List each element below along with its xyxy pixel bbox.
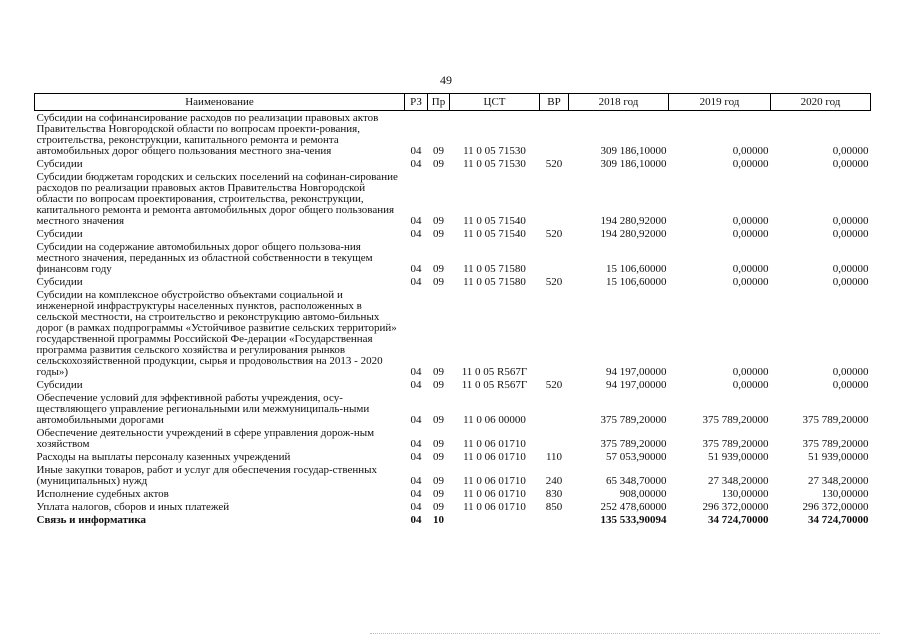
- row-cst-cell: 11 0 05 71580: [463, 263, 526, 275]
- header-2020: 2020 год: [771, 94, 871, 111]
- row-2018-cell: 65 348,70000: [606, 475, 667, 487]
- row-2020-cell: 0,00000: [832, 158, 869, 170]
- row-pr-cell: 09: [433, 158, 444, 170]
- row-2019-cell: 0,00000: [732, 145, 769, 157]
- row-rz-cell: 04: [410, 488, 422, 500]
- table-row: [35, 378, 871, 391]
- row-pr-cell: 09: [433, 501, 444, 513]
- row-pr-cell: 09: [433, 379, 444, 391]
- row-cst-cell: 11 0 05 R567Г: [461, 379, 528, 391]
- header-2018: 2018 год: [569, 94, 669, 111]
- row-name-cell: Иные закупки товаров, работ и услуг для обеспечения государ-ственных (муниципальных) нужд: [36, 464, 378, 487]
- row-vr-cell: 520: [545, 228, 563, 240]
- row-cst-cell: 11 0 05 R567Г: [461, 366, 528, 378]
- row-cst-cell: 11 0 06 01710: [463, 451, 526, 463]
- row-2018-cell: 15 106,60000: [606, 276, 667, 288]
- row-pr-cell: 09: [433, 438, 444, 450]
- row-pr-cell: 09: [433, 263, 444, 275]
- header-pr: Пр: [428, 94, 450, 111]
- row-rz-cell: 04: [410, 145, 422, 157]
- row-2019-cell: 0,00000: [732, 379, 769, 391]
- table-row: [35, 240, 871, 275]
- header-vr: ВР: [540, 94, 569, 111]
- row-rz-cell: 04: [410, 501, 422, 513]
- row-vr-cell: [540, 170, 569, 227]
- row-cst-cell: 11 0 06 00000: [463, 414, 526, 426]
- row-vr-cell: [540, 288, 569, 378]
- row-2019-cell: 375 789,20000: [702, 438, 769, 450]
- row-pr-cell: 09: [433, 145, 444, 157]
- row-vr-cell: 830: [545, 488, 563, 500]
- row-2019-cell: 51 939,00000: [708, 451, 769, 463]
- row-2020-cell: 34 724,70000: [808, 514, 869, 526]
- row-name-cell: Субсидии: [36, 228, 83, 240]
- table-row: [35, 275, 871, 288]
- row-pr-cell: 09: [433, 451, 444, 463]
- header-name: Наименование: [35, 94, 405, 111]
- table-row: [35, 487, 871, 500]
- row-rz-cell: 04: [410, 451, 422, 463]
- header-2019: 2019 год: [669, 94, 771, 111]
- row-rz-cell: 04: [410, 228, 422, 240]
- row-2018-cell: 194 280,92000: [600, 228, 667, 240]
- row-name-cell: Расходы на выплаты персоналу казенных учреждений: [36, 451, 291, 463]
- row-rz-cell: 04: [410, 414, 422, 426]
- row-2018-cell: 309 186,10000: [600, 158, 667, 170]
- row-2019-cell: 27 348,20000: [708, 475, 769, 487]
- row-2019-cell: 0,00000: [732, 366, 769, 378]
- row-2020-cell: 296 372,00000: [802, 501, 869, 513]
- row-2018-cell: 135 533,90094: [600, 514, 667, 526]
- row-2018-cell: 375 789,20000: [600, 414, 667, 426]
- table-row: [35, 170, 871, 227]
- row-2020-cell: 0,00000: [832, 145, 869, 157]
- row-cst-cell: 11 0 06 01710: [463, 488, 526, 500]
- row-rz-cell: 04: [410, 379, 422, 391]
- row-name-cell: Субсидии на софинансирование расходов по реализации правовых актов Правительства Новгородской области по вопросам проекти-рования, строительства, реконструкции, капитального ремонта и ремонта автомобильных дорог общего пользования местного зна-чения: [36, 112, 379, 157]
- row-2020-cell: 0,00000: [832, 379, 869, 391]
- table-row: [35, 463, 871, 487]
- row-2018-cell: 309 186,10000: [600, 145, 667, 157]
- row-vr-cell: 520: [545, 276, 563, 288]
- row-2020-cell: 375 789,20000: [802, 414, 869, 426]
- row-2020-cell: 375 789,20000: [802, 438, 869, 450]
- row-2018-cell: 194 280,92000: [600, 215, 667, 227]
- row-name-cell: Обеспечение условий для эффективной работы учреждения, осу-ществляющего управление региональными или межмуниципаль-ными автомобильными дорогами: [36, 392, 370, 426]
- row-2020-cell: 0,00000: [832, 366, 869, 378]
- row-2018-cell: 94 197,00000: [606, 379, 667, 391]
- row-vr-cell: [540, 240, 569, 275]
- row-pr-cell: 09: [433, 276, 444, 288]
- row-2019-cell: 34 724,70000: [708, 514, 769, 526]
- row-cst-cell: 11 0 05 71580: [463, 276, 526, 288]
- row-cst-cell: 11 0 06 01710: [463, 438, 526, 450]
- table-row: [35, 450, 871, 463]
- row-cst-cell: 11 0 06 01710: [463, 475, 526, 487]
- row-vr-cell: 850: [545, 501, 563, 513]
- row-vr-cell: [540, 426, 569, 450]
- row-rz-cell: 04: [410, 366, 422, 378]
- scan-artifact-line: [370, 633, 880, 635]
- row-name-cell: Субсидии на комплексное обустройство объектами социальной и инженерной инфраструктуры населенных пунктов, расположенных в сельской местности, на строительство и реконструкцию автомо-бильных дорог (в рамках подпрограммы «Устойчивое развитие сельских территорий» государственной программы Российской Фе-дерации «Государственная программа развития сельского хозяйства и регулирования рынков сельскохозяйственной продукции, сырья и продовольствия на 2013 - 2020 годы»): [36, 289, 397, 378]
- row-2019-cell: 130,00000: [721, 488, 769, 500]
- row-pr-cell: 09: [433, 475, 444, 487]
- row-vr-cell: [540, 391, 569, 426]
- row-2020-cell: 27 348,20000: [808, 475, 869, 487]
- row-2018-cell: 908,00000: [619, 488, 667, 500]
- row-2019-cell: 0,00000: [732, 263, 769, 275]
- row-2018-cell: 252 478,60000: [600, 501, 667, 513]
- row-cst-cell: 11 0 05 71540: [463, 228, 526, 240]
- row-vr-cell: [540, 513, 569, 526]
- row-2018-cell: 94 197,00000: [606, 366, 667, 378]
- page-number: 49: [440, 73, 452, 87]
- row-cst-cell: [450, 513, 540, 526]
- row-pr-cell: 09: [433, 215, 444, 227]
- row-vr-cell: [540, 111, 569, 158]
- table-row: [35, 288, 871, 378]
- row-pr-cell: 09: [433, 228, 444, 240]
- row-name-cell: Субсидии на содержание автомобильных дорог общего пользова-ния местного значения, переданных из областной собственности в текущем финансовм году: [36, 241, 373, 275]
- row-name-cell: Субсидии: [36, 158, 83, 170]
- table-row: [35, 500, 871, 513]
- table-row: [35, 391, 871, 426]
- header-cst: ЦСТ: [450, 94, 540, 111]
- row-2018-cell: 375 789,20000: [600, 438, 667, 450]
- row-cst-cell: 11 0 06 01710: [463, 501, 526, 513]
- row-2019-cell: 0,00000: [732, 215, 769, 227]
- row-2020-cell: 0,00000: [832, 263, 869, 275]
- row-name-cell: Исполнение судебных актов: [36, 488, 169, 500]
- row-rz-cell: 04: [410, 158, 422, 170]
- row-vr-cell: 110: [545, 451, 563, 463]
- table-row: [35, 157, 871, 170]
- row-pr-cell: 09: [433, 366, 444, 378]
- row-vr-cell: 240: [545, 475, 563, 487]
- table-row: [35, 513, 871, 526]
- row-2018-cell: 57 053,90000: [606, 451, 667, 463]
- row-2020-cell: 51 939,00000: [808, 451, 869, 463]
- row-2020-cell: 0,00000: [832, 228, 869, 240]
- row-name-cell: Субсидии: [36, 379, 83, 391]
- row-cst-cell: 11 0 05 71540: [463, 215, 526, 227]
- row-rz-cell: 04: [410, 215, 422, 227]
- row-name-cell: Субсидии бюджетам городских и сельских поселений на софинан-сирование расходов по реализации правовых актов Правительства Новгородской области по вопросам проектирования, строительства, реконструкции, капитального ремонта и ремонта автомобильных дорог общего пользования местного значения: [36, 171, 398, 227]
- table-row: [35, 227, 871, 240]
- row-pr-cell: 09: [433, 414, 444, 426]
- row-rz-cell: 04: [410, 263, 422, 275]
- row-cst-cell: 11 0 05 71530: [463, 158, 526, 170]
- row-cst-cell: 11 0 05 71530: [463, 145, 526, 157]
- row-name-cell: Связь и информатика: [36, 514, 147, 526]
- row-name-cell: Уплата налогов, сборов и иных платежей: [36, 501, 230, 513]
- row-2019-cell: 296 372,00000: [702, 501, 769, 513]
- table-row: [35, 111, 871, 158]
- row-2020-cell: 0,00000: [832, 215, 869, 227]
- row-2019-cell: 0,00000: [732, 158, 769, 170]
- row-rz-cell: 04: [410, 438, 422, 450]
- header-rz: РЗ: [405, 94, 428, 111]
- row-vr-cell: 520: [545, 158, 563, 170]
- table-header-row: [35, 94, 871, 111]
- row-name-cell: Обеспечение деятельности учреждений в сфере управления дорож-ным хозяйством: [36, 427, 375, 450]
- row-rz-cell: 04: [410, 475, 422, 487]
- row-rz-cell: 04: [410, 276, 422, 288]
- row-pr-cell: 09: [433, 488, 444, 500]
- row-2019-cell: 0,00000: [732, 228, 769, 240]
- row-2020-cell: 130,00000: [821, 488, 869, 500]
- row-vr-cell: 520: [545, 379, 563, 391]
- row-2018-cell: 15 106,60000: [606, 263, 667, 275]
- row-name-cell: Субсидии: [36, 276, 83, 288]
- row-2019-cell: 375 789,20000: [702, 414, 769, 426]
- row-pr-cell: 10: [433, 514, 444, 526]
- table-row: [35, 426, 871, 450]
- row-2020-cell: 0,00000: [832, 276, 869, 288]
- budget-table: [34, 93, 871, 526]
- row-2019-cell: 0,00000: [732, 276, 769, 288]
- row-rz-cell: 04: [410, 514, 422, 526]
